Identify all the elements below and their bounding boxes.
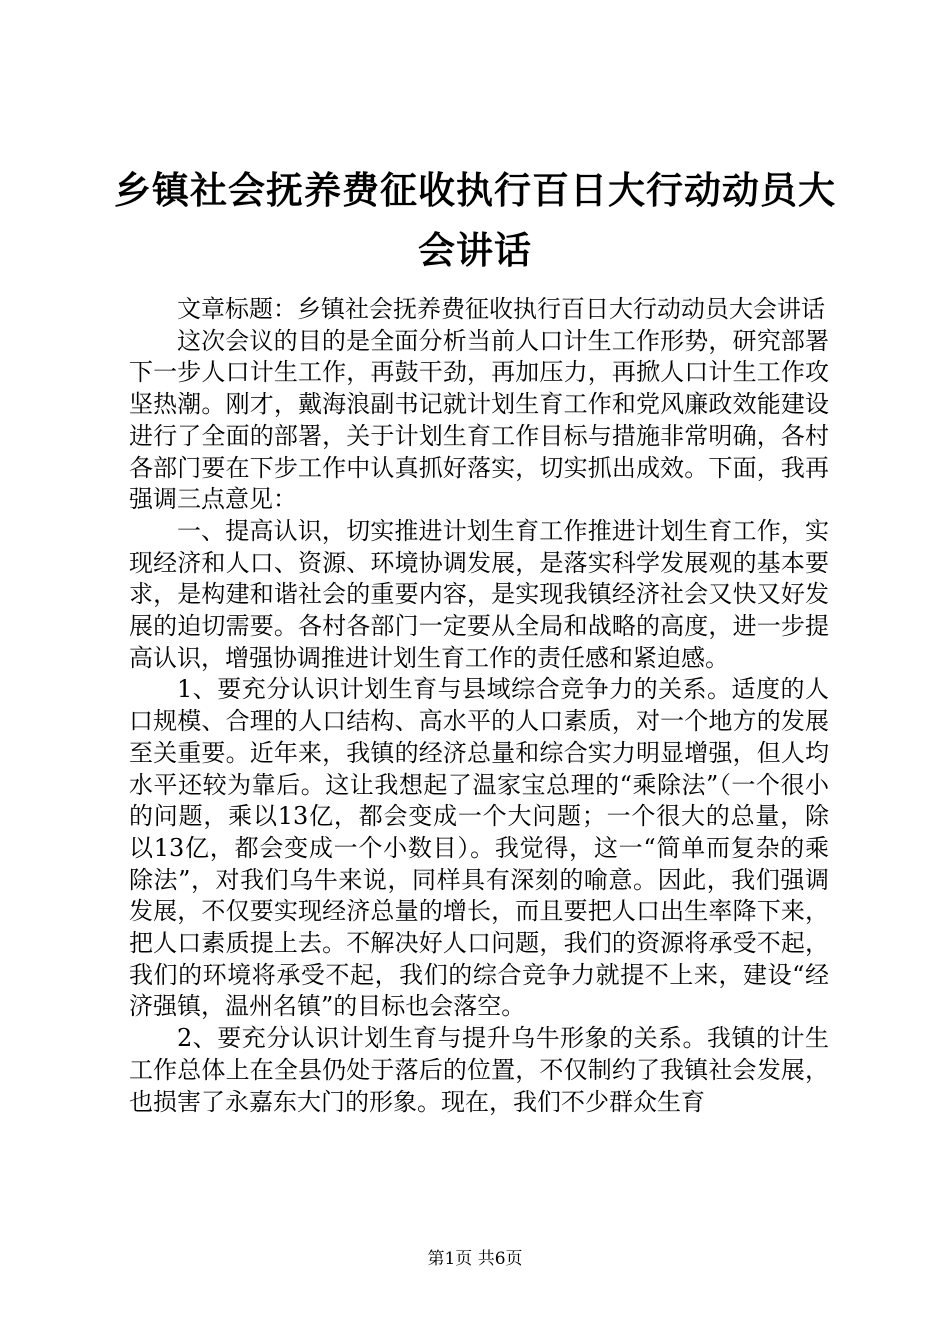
document-body bbox=[129, 294, 829, 1118]
paragraph-point-one: 1、要充分认识计划生育与县域综合竞争力的关系。适度的人口规模、合理的人口结构、高水平的人口素质，对一个地方的发展至关重要。近年来，我镇的经济总量和综合实力明显增强，但人均水平还较为靠后。这让我想起了温家宝总理的“乘除法”（一个很小的问题，乘以13亿，都会变成一个大问题；一个很大的总量，除以13亿，都会变成一个小数目）。我觉得，这一“简单而复杂的乘除法”，对我们乌牛来说，同样具有深刻的喻意。因此，我们强调发展，不仅要实现经济总量的增长，而且要把人口出生率降下来，把人口素质提上去。不解决好人口问题，我们的资源将承受不起，我们的环境将承受不起，我们的综合竞争力就提不上来，建设“经济强镇，温州名镇”的目标也会落空。 bbox=[129, 675, 829, 1021]
paragraph-article-title: 文章标题：乡镇社会抚养费征收执行百日大行动动员大会讲话 bbox=[177, 295, 825, 323]
paragraph-section-one: 一、提高认识，切实推进计划生育工作推进计划生育工作，实现经济和人口、资源、环境协调发展，是落实科学发展观的基本要求，是构建和谐社会的重要内容，是实现我镇经济社会又快又好发展的迫切需要。各村各部门一定要从全局和战略的高度，进一步提高认识，增强协调推进计划生育工作的责任感和紧迫感。 bbox=[129, 516, 829, 672]
page-footer: 第1页 共6页 bbox=[427, 1249, 523, 1269]
document-title: 乡镇社会抚养费征收执行百日大行动动员大会讲话 bbox=[114, 168, 836, 272]
paragraph-point-two: 2、要充分认识计划生育与提升乌牛形象的关系。我镇的计生工作总体上在全县仍处于落后的位置，不仅制约了我镇社会发展，也损害了永嘉东大门的形象。现在，我们不少群众生育 bbox=[129, 1024, 829, 1116]
paragraph-intro: 这次会议的目的是全面分析当前人口计生工作形势，研究部署下一步人口计生工作，再鼓干劲，再加压力，再掀人口计生工作攻坚热潮。刚才，戴海浪副书记就计划生育工作和党风廉政效能建设进行了全面的部署，关于计划生育工作目标与措施非常明确，各村各部门要在下步工作中认真抓好落实，切实抓出成效。下面，我再强调三点意见： bbox=[129, 326, 829, 514]
